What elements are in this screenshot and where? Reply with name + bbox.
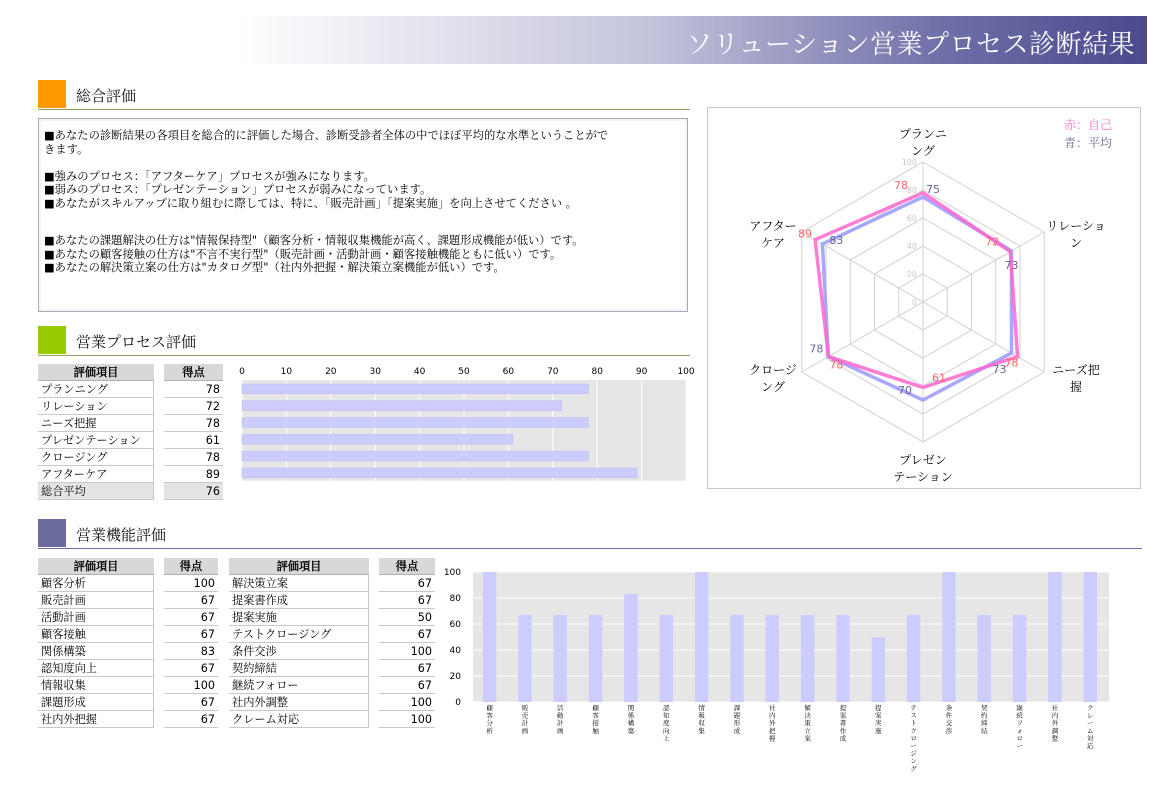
radar-data-label: 72 (985, 235, 1000, 249)
item-score: 76 (164, 483, 223, 500)
category-label: 課題形成 (733, 704, 741, 735)
bar (242, 418, 588, 428)
table-row (229, 643, 435, 660)
table-row (38, 592, 218, 609)
category-label: 情報収集 (698, 704, 705, 735)
item-name: プレゼンテーション (38, 432, 154, 449)
item-score: 67 (164, 694, 218, 711)
item-name: クレーム対応 (229, 711, 369, 728)
tick-label: 40 (413, 367, 426, 377)
item-name: 課題形成 (38, 694, 154, 711)
category-label: 継続フォロー (1016, 704, 1023, 750)
radar-tick-label: 0 (911, 298, 917, 307)
tick-label: 100 (443, 568, 461, 578)
summary-line: ■あなたの課題解決の仕方は"情報保持型"（顧客分析・情報収集機能が高く、課題形成機能が低い）です。 (44, 234, 584, 247)
radar-axis-label: ン (1069, 236, 1083, 250)
item-name: クロージング (38, 449, 154, 466)
item-score: 83 (164, 643, 218, 660)
radar-data-label: 73 (992, 363, 1007, 377)
tick-label: 80 (591, 367, 603, 377)
category-label: テストクロージング (910, 704, 917, 773)
table-row (38, 432, 223, 449)
item-score: 67 (164, 626, 218, 643)
item-score: 78 (164, 449, 223, 466)
item-score: 100 (379, 694, 435, 711)
radar-axis-label: 握 (1069, 380, 1083, 394)
summary-line: ■あなたがスキルアップに取り組むに際しては、特に、「販売計画」「提案実施」を向上させてください 。 (44, 197, 578, 210)
table-row (229, 592, 435, 609)
table-row (38, 711, 218, 728)
item-score: 61 (164, 432, 223, 449)
process-bar-chart (228, 362, 698, 502)
table-row (38, 575, 218, 592)
section-header-overall (38, 80, 690, 110)
table-row (38, 643, 218, 660)
bar (978, 615, 991, 702)
col-header-score: 得点 (164, 558, 218, 575)
radar-axis-label: ング (911, 144, 935, 158)
table-row (229, 609, 435, 626)
summary-line: きます。 (44, 143, 89, 156)
radar-chart (708, 108, 1140, 488)
item-score: 67 (164, 609, 218, 626)
category-label: 社内外把握 (769, 704, 776, 743)
radar-tick-label: 60 (906, 214, 917, 223)
item-name: 契約締結 (229, 660, 369, 677)
table-row-average (38, 483, 223, 500)
radar-panel (707, 107, 1141, 489)
table-row (38, 381, 223, 398)
radar-data-label: 78 (829, 358, 844, 372)
section-title-overall: 総合評価 (76, 87, 137, 105)
bar (242, 468, 637, 478)
summary-line: ■あなたの解決策立案の仕方は"カタログ型"（社内外把握・解決策立案機能が低い）です。 (44, 261, 505, 274)
item-score: 67 (164, 660, 218, 677)
table-row (229, 575, 435, 592)
bar (907, 615, 920, 702)
item-name: 総合平均 (38, 483, 154, 500)
bar (660, 615, 673, 702)
tick-label: 20 (325, 367, 337, 377)
item-name: 販売計画 (38, 592, 154, 609)
radar-data-label: 78 (1004, 356, 1019, 370)
radar-axis-label: ニーズ把 (1052, 363, 1100, 377)
item-name: 提案書作成 (229, 592, 369, 609)
item-name: プランニング (38, 381, 154, 398)
bar (242, 451, 588, 461)
item-score: 100 (379, 643, 435, 660)
bar (483, 572, 496, 702)
item-name: 認知度向上 (38, 660, 154, 677)
item-name: 顧客接触 (38, 626, 154, 643)
radar-spoke (802, 302, 923, 372)
section-title-process: 営業プロセス評価 (76, 333, 197, 351)
item-score: 100 (164, 575, 218, 592)
radar-data-label: 78 (894, 178, 908, 192)
radar-axis-label: ケア (760, 236, 786, 250)
tick-label: 10 (280, 367, 293, 377)
tick-label: 100 (677, 367, 695, 377)
radar-data-label: 78 (809, 342, 824, 356)
radar-axis-label: プレゼン (899, 453, 947, 467)
summary-line: ■弱みのプロセス：「プレゼンテーション」プロセスが弱みになっています。 (44, 183, 432, 196)
tick-label: 70 (547, 367, 559, 377)
radar-data-label: 89 (798, 227, 813, 241)
radar-tick-label: 20 (906, 270, 917, 279)
col-header-item: 評価項目 (38, 364, 154, 381)
item-name: 条件交渉 (229, 643, 369, 660)
summary-line: ■あなたの顧客接触の仕方は"不言不実行型"（販売計画・活動計画・顧客接触機能ともに低い）です。 (44, 248, 562, 261)
function-bar-chart (440, 562, 1120, 784)
item-name: 解決策立案 (229, 575, 369, 592)
radar-data-label: 73 (1004, 258, 1019, 272)
item-name: 顧客分析 (38, 575, 154, 592)
item-name: テストクロージング (229, 626, 369, 643)
category-label: 顧客接触 (592, 704, 599, 735)
section-rule (38, 355, 690, 356)
item-name: リレーション (38, 398, 154, 415)
category-label: 認知度向上 (663, 704, 670, 743)
item-score: 67 (379, 660, 435, 677)
category-label: 提案実施 (875, 704, 882, 735)
tick-label: 60 (449, 620, 461, 630)
radar-spoke (923, 232, 1044, 302)
section-header-process (38, 326, 690, 356)
item-score: 67 (164, 592, 218, 609)
item-score: 67 (164, 711, 218, 728)
item-score: 67 (379, 626, 435, 643)
bar (766, 615, 779, 702)
section-marker (38, 519, 66, 547)
category-label: 関係構築 (627, 704, 635, 735)
section-rule (38, 548, 1142, 549)
function-score-table-left (38, 558, 218, 728)
col-header-score: 得点 (379, 558, 435, 575)
item-name: 関係構築 (38, 643, 154, 660)
process-score-table (38, 364, 223, 500)
section-marker (38, 80, 66, 108)
title-banner (38, 16, 1147, 64)
bar (836, 615, 849, 702)
category-label: 販売計画 (521, 704, 529, 735)
page-title: ソリューション営業プロセス診断結果 (686, 30, 1135, 60)
tick-label: 0 (239, 367, 245, 377)
bar (1013, 615, 1026, 702)
tick-label: 40 (449, 646, 461, 656)
summary-line: ■強みのプロセス：「アフターケア」プロセスが強みになります。 (44, 170, 375, 183)
item-name: 継続フォロー (229, 677, 369, 694)
category-label: 条件交渉 (945, 704, 953, 735)
item-score: 78 (164, 415, 223, 432)
radar-data-label: 70 (898, 384, 912, 397)
tick-label: 60 (502, 367, 515, 377)
bar (242, 384, 588, 394)
item-name: 活動計画 (38, 609, 154, 626)
item-name: 情報収集 (38, 677, 154, 694)
radar-axis-label: アフター (749, 219, 797, 233)
table-row (229, 711, 435, 728)
legend-self: 赤：自己 (1063, 118, 1112, 132)
table-row (38, 466, 223, 483)
table-row (38, 449, 223, 466)
table-row (38, 694, 218, 711)
category-label: 社内外調整 (1051, 704, 1059, 743)
bar (554, 615, 567, 702)
table-row (229, 677, 435, 694)
tick-label: 20 (449, 672, 461, 682)
bar (942, 572, 955, 702)
function-score-table-right (229, 558, 435, 728)
item-name: 社内外把握 (38, 711, 154, 728)
section-title-function: 営業機能評価 (76, 526, 167, 544)
bar (1048, 572, 1061, 702)
item-score: 50 (379, 609, 435, 626)
radar-axis-label: テーション (893, 470, 953, 484)
table-row (38, 626, 218, 643)
radar-tick-label: 80 (906, 186, 917, 195)
col-header-item: 評価項目 (38, 558, 154, 575)
item-name: 提案実施 (229, 609, 369, 626)
category-label: 提案書作成 (839, 704, 847, 743)
bar (872, 637, 885, 702)
item-name: ニーズ把握 (38, 415, 154, 432)
tick-label: 50 (458, 367, 470, 377)
radar-tick-label: 100 (901, 158, 917, 167)
bar (1084, 572, 1097, 702)
table-row (229, 660, 435, 677)
category-label: 活動計画 (557, 704, 564, 735)
bar (730, 615, 743, 702)
item-name: アフターケア (38, 466, 154, 483)
tick-label: 0 (455, 698, 461, 708)
table-row (38, 609, 218, 626)
radar-axis-label: ング (761, 380, 785, 394)
section-marker (38, 326, 66, 354)
item-score: 100 (164, 677, 218, 694)
category-label: 解決策立案 (804, 704, 811, 743)
item-score: 67 (379, 592, 435, 609)
bar (801, 615, 814, 702)
radar-data-label: 61 (932, 371, 946, 385)
item-score: 67 (379, 575, 435, 592)
category-label: 契約締結 (981, 704, 988, 735)
item-score: 100 (379, 711, 435, 728)
col-header-item: 評価項目 (229, 558, 369, 575)
bar (624, 594, 637, 702)
item-score: 67 (379, 677, 435, 694)
radar-spoke (923, 302, 1044, 372)
table-row (38, 398, 223, 415)
radar-axis-label: プランニ (898, 127, 948, 141)
radar-axis-label: リレーショ (1046, 219, 1106, 233)
item-score: 78 (164, 381, 223, 398)
bar (589, 615, 602, 702)
legend-average: 青：平均 (1063, 136, 1112, 150)
category-label: 顧客分析 (486, 704, 493, 735)
radar-data-label: 75 (926, 183, 940, 196)
tick-label: 80 (449, 594, 461, 604)
table-row (229, 694, 435, 711)
category-label: クレーム対応 (1087, 704, 1094, 750)
item-score: 89 (164, 466, 223, 483)
table-row (38, 677, 218, 694)
table-row (229, 626, 435, 643)
section-rule (38, 109, 690, 110)
radar-tick-label: 40 (906, 242, 917, 251)
bar (242, 401, 562, 411)
item-name: 社内外調整 (229, 694, 369, 711)
tick-label: 30 (369, 367, 381, 377)
tick-label: 90 (635, 367, 648, 377)
section-header-function (38, 519, 1142, 549)
radar-data-label: 83 (829, 233, 844, 247)
item-score: 72 (164, 398, 223, 415)
bar (518, 615, 531, 702)
table-row (38, 660, 218, 677)
summary-box (38, 118, 688, 312)
table-row (38, 415, 223, 432)
col-header-score: 得点 (164, 364, 223, 381)
summary-line: ■あなたの診断結果の各項目を総合的に評価した場合、診断受診者全体の中でほぼ平均的な水準ということがで (44, 129, 609, 142)
bar (695, 572, 708, 702)
bar (242, 434, 513, 444)
radar-axis-label: クロージ (749, 363, 797, 377)
